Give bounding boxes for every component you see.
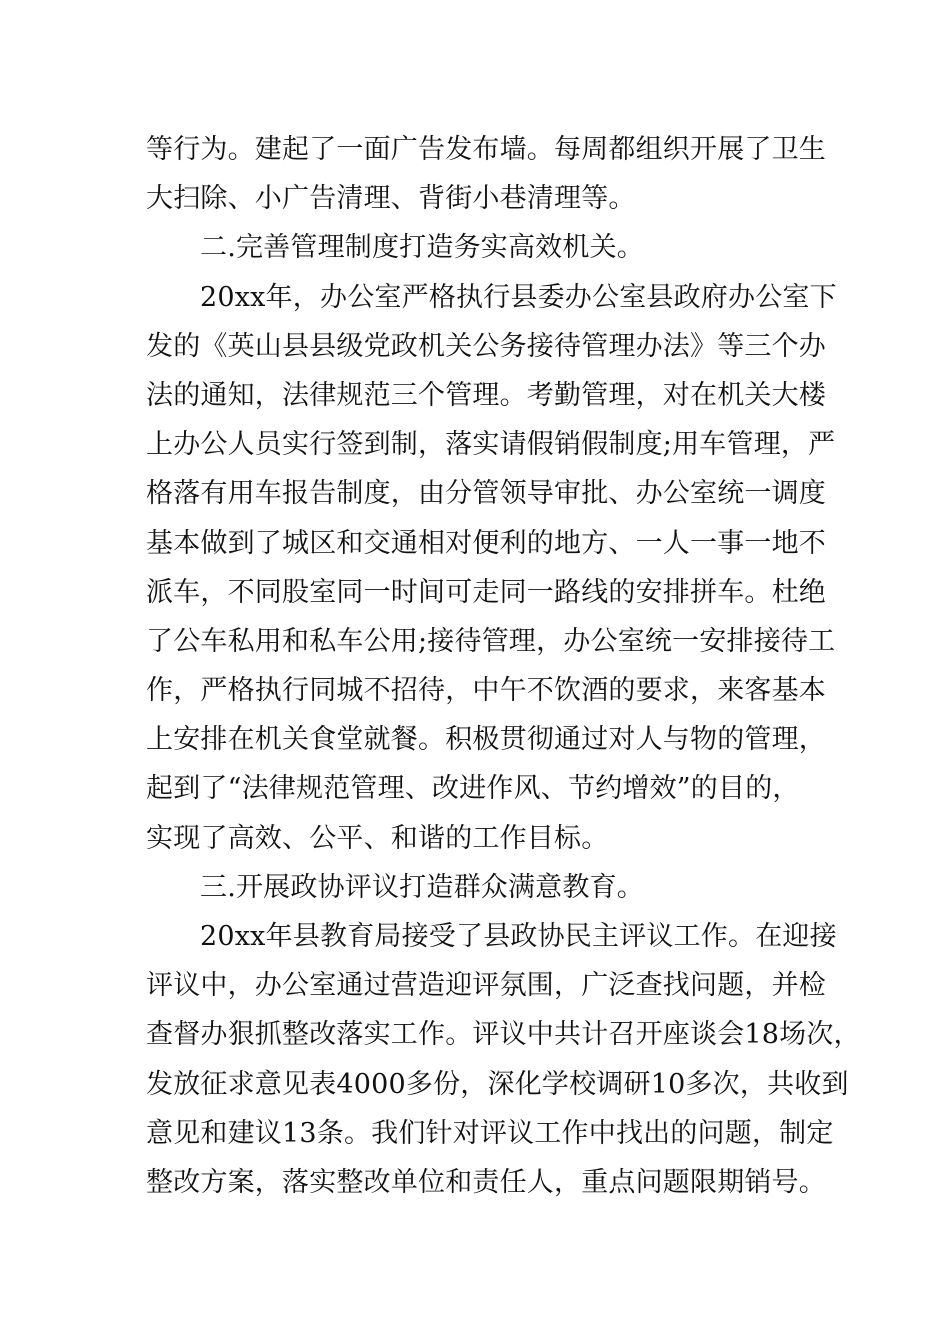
section-heading: 三.开展政协评议打造群众满意教育。 bbox=[200, 871, 644, 903]
text-line: 法的通知，法律规范三个管理。考勤管理，对在机关大楼 bbox=[146, 379, 826, 411]
text-line: 上办公人员实行签到制，落实请假销假制度;用车管理，严 bbox=[146, 429, 836, 461]
text-line: 格落有用车报告制度，由分管领导审批、办公室统一调度 bbox=[146, 478, 826, 510]
text-line: 实现了高效、公平、和谐的工作目标。 bbox=[146, 822, 609, 854]
text-line: 派车，不同股室同一时间可走同一路线的安排拼车。杜绝 bbox=[146, 576, 826, 608]
section-heading: 二.完善管理制度打造务实高效机关。 bbox=[200, 232, 644, 264]
text-line: 意见和建议13条。我们针对评议工作中找出的问题，制定 bbox=[146, 1117, 834, 1149]
text-line: 发放征求意见表4000多份，深化学校调研10多次，共收到 bbox=[146, 1068, 849, 1100]
text-line: 了公车私用和私车公用;接待管理，办公室统一安排接待工 bbox=[146, 625, 836, 657]
text-line: 20xx年县教育局接受了县政协民主评议工作。在迎接 bbox=[200, 921, 837, 952]
text-line: 作，严格执行同城不招待，中午不饮酒的要求，来客基本 bbox=[146, 675, 826, 707]
text-line: 大扫除、小广告清理、背街小巷清理等。 bbox=[146, 183, 636, 215]
text-line: 评议中，办公室通过营造迎评氛围，广泛查找问题，并检 bbox=[146, 970, 826, 1002]
body-text bbox=[146, 125, 861, 1207]
text-line: 发的《英山县县级党政机关公务接待管理办法》等三个办 bbox=[146, 330, 826, 362]
text-line: 基本做到了城区和交通相对便利的地方、一人一事一地不 bbox=[146, 527, 826, 559]
text-line: 整改方案，落实整改单位和责任人，重点问题限期销号。 bbox=[146, 1166, 826, 1198]
text-line: 等行为。建起了一面广告发布墙。每周都组织开展了卫生 bbox=[146, 134, 826, 165]
text-line: 20xx年，办公室严格执行县委办公室县政府办公室下 bbox=[200, 281, 837, 313]
text-line: 查督办狠抓整改落实工作。评议中共计召开座谈会18场次， bbox=[146, 1019, 861, 1051]
text-line: 起到了“法律规范管理、改进作风、节约增效”的目的， bbox=[146, 773, 800, 805]
text-line: 上安排在机关食堂就餐。积极贯彻通过对人与物的管理， bbox=[146, 724, 826, 756]
